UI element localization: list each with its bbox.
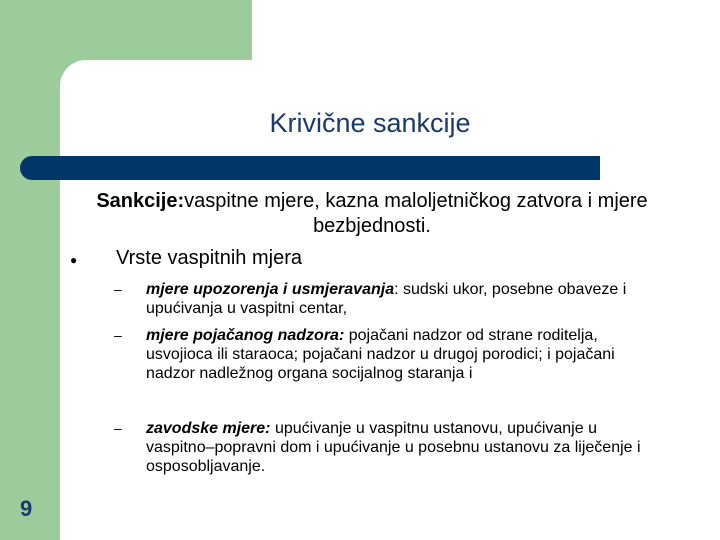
slide-title: Krivične sankcije	[269, 108, 471, 138]
dash-icon: –	[114, 420, 122, 436]
list-item	[146, 419, 666, 476]
intro-paragraph	[78, 189, 666, 239]
dash-icon: –	[114, 281, 122, 297]
title-divider-bar	[20, 156, 600, 180]
list-item-text: pojačani nadzor od strane roditelja, usvojioca ili staraoca; pojačani nadzor u drugoj porodici; i pojačani nadzor nadležnog organa socijalnog staranja i	[146, 327, 615, 382]
slide-number: 9	[20, 496, 33, 521]
dash-icon: –	[114, 327, 122, 343]
list-item-text: upućivanje u vaspitnu ustanovu, upućivanje u vaspitno–popravni dom i upućivanje u posebnu ustanovu za liječenje i osposobljavanje.	[146, 420, 641, 475]
list-item-term: mjere pojačanog nadzora:	[146, 327, 345, 344]
list-item-term: zavodske mjere:	[146, 420, 271, 437]
bullet-heading: Vrste vaspitnih mjera	[116, 247, 302, 269]
bullet-dot-icon: ●	[70, 253, 78, 267]
intro-text: vaspitne mjere, kazna maloljetničkog zatvora i mjere bezbjednosti.	[184, 190, 648, 237]
list-item-term: mjere upozorenja i usmjeravanja	[146, 281, 395, 298]
intro-label: Sankcije:	[96, 190, 185, 212]
list-item	[146, 326, 666, 383]
list-item-text: : sudski ukor, posebne obaveze i upućivanja u vaspitni centar,	[146, 281, 627, 317]
list-item	[146, 280, 666, 318]
